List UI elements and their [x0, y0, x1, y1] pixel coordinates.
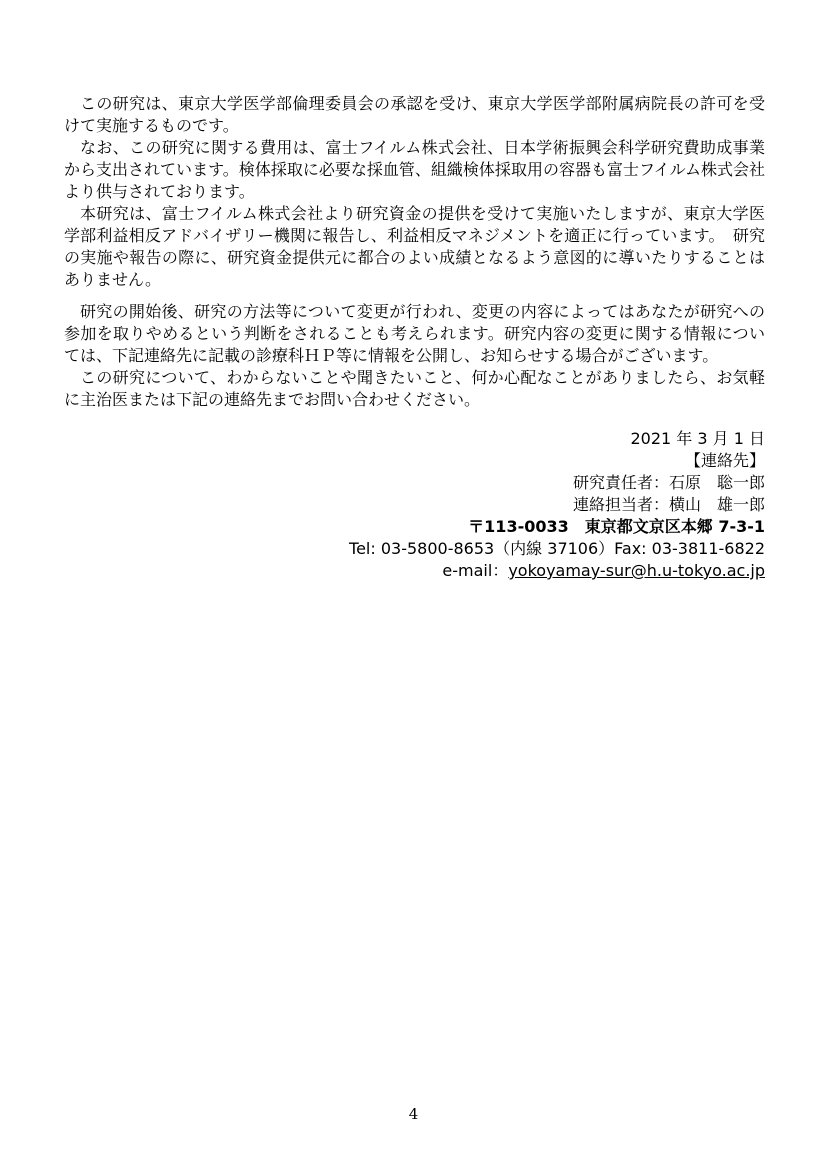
- principal-investigator: 研究責任者：石原 聡一郎: [572, 473, 765, 492]
- paragraph-funding: なお、この研究に関する費用は、富士フイルム株式会社、日本学術振興会科学研究費助成事業から支出されています。検体採取に必要な採血管、組織検体採取用の容器も富士フイルム株式会社より供与されております。: [64, 138, 765, 201]
- email-line: [64, 560, 765, 582]
- document-date: 2021 年 3 月 1 日: [630, 429, 765, 448]
- contact-heading: 【連絡先】: [684, 451, 765, 470]
- paragraph-conflict-of-interest: 本研究は、富士フイルム株式会社より研究資金の提供を受けて実施いたしますが、東京大学医学部利益相反アドバイザリー機関に報告し、利益相反マネジメントを適正に行っています。 研究の実施や報告の際に、研究資金提供元に都合のよい成績となるよう意図的に導いたりすることはありません。: [64, 204, 765, 289]
- email-label: e-mail：: [442, 561, 509, 580]
- paragraph-study-changes: 研究の開始後、研究の方法等について変更が行われ、変更の内容によってはあなたが研究への参加を取りやめるという判断をされることも考えられます。研究内容の変更に関する情報については、下記連絡先に記載の診療科ＨＰ等に情報を公開し、お知らせする場合がございます。: [64, 302, 765, 365]
- paragraph-questions: この研究について、わからないことや聞きたいこと、何か心配なことがありましたら、お気軽に主治医または下記の連絡先までお問い合わせください。: [64, 368, 765, 409]
- contact-block: [64, 428, 765, 582]
- postal-address: 〒113-0033 東京都文京区本郷 7-3-1: [468, 517, 765, 536]
- page-number: 4: [408, 1105, 419, 1123]
- paragraph-ethics-approval: この研究は、東京大学医学部倫理委員会の承認を受け、東京大学医学部附属病院長の許可を受けて実施するものです。: [64, 94, 765, 135]
- tel-fax-line: Tel: 03-5800-8653（内線 37106）Fax: 03-3811-6822: [349, 539, 765, 558]
- email-link[interactable]: yokoyamay-sur@h.u-tokyo.ac.jp: [508, 561, 765, 580]
- document-body: [64, 93, 765, 582]
- contact-person: 連絡担当者：横山 雄一郎: [572, 495, 765, 514]
